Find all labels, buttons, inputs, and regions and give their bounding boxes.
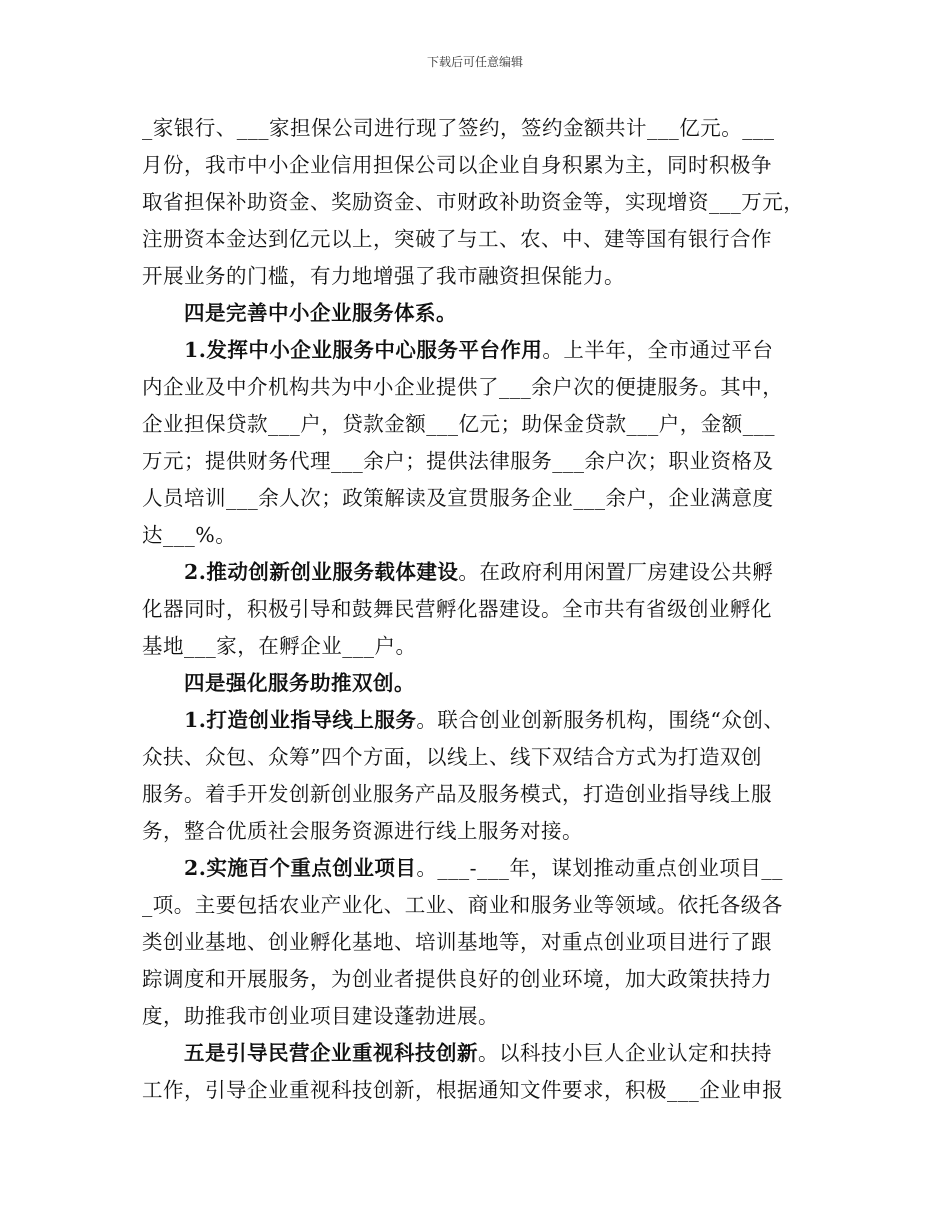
text-line: 服务。着手开发创新创业服务产品及服务模式，打造创业指导线上服	[142, 782, 772, 806]
text-line: 注册资本金达到亿元以上，突破了与工、农、中、建等国有银行合作	[142, 227, 772, 251]
text-line: 度，助推我市创业项目建设蓬勃进展。	[142, 1004, 499, 1028]
text-line: _家银行、___家担保公司进行现了签约，签约金额共计___亿元。___	[142, 116, 775, 140]
subsection-line: 1.打造创业指导线上服务。联合创业创新服务机构，围绕“众创、	[184, 708, 785, 732]
subsection-line: 2.实施百个重点创业项目。___-___年，谋划推动重点创业项目__	[184, 856, 783, 880]
text-line: 内企业及中介机构共为中小企业提供了___余户次的便捷服务。其中，	[142, 375, 784, 399]
text-line: _项。主要包括农业产业化、工业、商业和服务业等领域。依托各级各	[142, 893, 783, 917]
text-line: 月份，我市中小企业信用担保公司以企业自身积累为主，同时积极争	[142, 153, 772, 177]
document-body	[142, 110, 810, 1109]
section-heading: 四是强化服务助推双创。	[184, 671, 415, 695]
text-line: 类创业基地、创业孵化基地、培训基地等，对重点创业项目进行了跟	[142, 930, 772, 954]
subsection-line: 2.推动创新创业服务载体建设。在政府利用闲置厂房建设公共孵	[184, 560, 774, 584]
text-line: 开展业务的门槛，有力地增强了我市融资担保能力。	[142, 264, 625, 288]
section-heading: 四是完善中小企业服务体系。	[184, 301, 457, 325]
text-line: 人员培训___余人次；政策解读及宣贯服务企业___余户，企业满意度	[142, 486, 774, 510]
text-line: 万元；提供财务代理___余户；提供法律服务___余户次；职业资格及	[142, 449, 774, 473]
page-header: 下载后可任意编辑	[426, 55, 523, 69]
text-line: 达___%。	[142, 523, 237, 547]
text-line: 踪调度和开展服务，为创业者提供良好的创业环境，加大政策扶持力	[142, 967, 772, 991]
text-line: 化器同时，积极引导和鼓舞民营孵化器建设。全市共有省级创业孵化	[142, 597, 772, 621]
text-line: 工作，引导企业重视科技创新，根据通知文件要求，积极___企业申报	[142, 1078, 784, 1102]
text-line: 众扶、众包、众筹”四个方面，以线上、线下双结合方式为打造双创	[142, 745, 762, 769]
subsection-line: 1.发挥中小企业服务中心服务平台作用。上半年，全市通过平台	[184, 338, 774, 362]
section-heading: 五是引导民营企业重视科技创新。以科技小巨人企业认定和扶持	[184, 1041, 772, 1065]
text-line: 基地___家，在孵企业___户。	[142, 634, 417, 658]
text-line: 务，整合优质社会服务资源进行线上服务对接。	[142, 819, 583, 843]
text-line: 企业担保贷款___户，贷款金额___亿元；助保金贷款___户，金额___	[142, 412, 775, 436]
text-line: 取省担保补助资金、奖励资金、市财政补助资金等，实现增资___万元，	[142, 190, 805, 214]
